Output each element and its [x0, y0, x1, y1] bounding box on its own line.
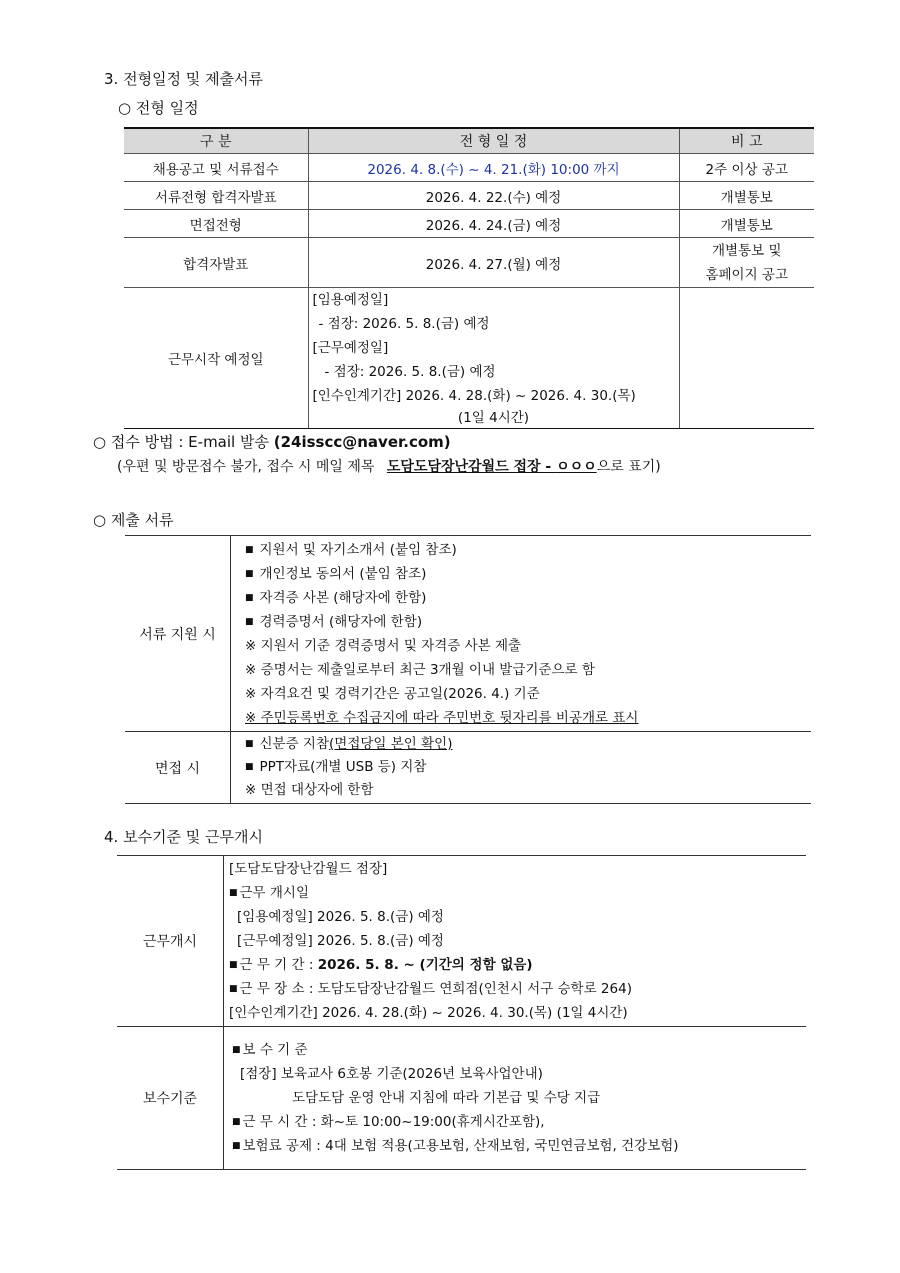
list-item — [245, 562, 810, 586]
row-note — [679, 238, 814, 288]
mail-title — [387, 459, 597, 475]
bullet-square-icon: ■ — [232, 1045, 241, 1055]
row-category: 합격자발표 — [124, 238, 308, 288]
receipt-method — [93, 431, 451, 452]
bullet-square-icon: ■ — [229, 888, 238, 898]
note-line: 개별통보 및 — [712, 242, 782, 259]
header-category: 구 분 — [124, 128, 308, 154]
pay-title-text: 보 수 기 준 — [242, 1042, 308, 1058]
list-item-text: 지원서 및 자기소개서 (붙임 참조) — [259, 541, 457, 558]
work-start — [229, 881, 805, 905]
list-item-text: 자격증 사본 (해당자에 한함) — [259, 589, 427, 606]
row-note: 개별통보 — [679, 182, 814, 210]
list-item — [245, 538, 810, 562]
pay-line2: 도담도담 운영 안내 지침에 따라 기본급 및 수당 지급 — [292, 1090, 601, 1106]
work-title: [도담도담장난감월드 점장] — [229, 861, 388, 877]
bullet-square-icon: ■ — [245, 762, 254, 772]
row-category: 서류전형 합격자발표 — [124, 182, 308, 210]
note-line: ※ 주민등록번호 수집금지에 따라 주민번호 뒷자리를 비공개로 표시 — [245, 709, 639, 726]
table-row — [117, 1027, 806, 1170]
schedule-subheading: ○ 전형 일정 — [118, 99, 199, 117]
note-line: ※ 자격요건 및 경력기간은 공고일(2026. 4.) 기준 — [245, 685, 540, 702]
docs-document-body — [231, 536, 812, 732]
work-handover: [인수인계기간] 2026. 4. 28.(화) ~ 2026. 4. 30.(목) (1일 4시간) — [229, 1005, 628, 1021]
work-appoint: [임용예정일] 2026. 5. 8.(금) 예정 — [237, 909, 444, 925]
list-item-text: PPT자료(개별 USB 등) 지참 — [259, 759, 427, 775]
table-row — [125, 732, 811, 804]
header-schedule: 전 형 일 정 — [308, 128, 679, 154]
schedule-table — [124, 127, 814, 429]
docs-label-document: 서류 지원 시 — [125, 536, 231, 732]
row-schedule: 2026. 4. 27.(월) 예정 — [308, 238, 679, 288]
pay-insurance-text: 보험료 공제 : 4대 보험 적용(고용보험, 산재보험, 국민연금보험, 건강보험) — [242, 1138, 679, 1154]
note-line: ※ 지원서 기준 경력증명서 및 자격증 사본 제출 — [245, 637, 522, 654]
work-period — [229, 953, 805, 977]
pay-line1: [점장] 보육교사 6호봉 기준(2026년 보육사업안내) — [240, 1066, 543, 1082]
row-schedule: 2026. 4. 8.(수) ~ 4. 21.(화) 10:00 까지 — [308, 154, 679, 182]
schedule-line: [인수인계기간] 2026. 4. 28.(화) ~ 2026. 4. 30.(목) — [312, 388, 636, 404]
note-line: ※ 면접 대상자에 한함 — [245, 782, 374, 798]
table-row — [117, 856, 806, 1027]
bullet-square-icon: ■ — [245, 592, 254, 603]
work-start-text: 근무 개시일 — [239, 885, 310, 901]
row-note: 2주 이상 공고 — [679, 154, 814, 182]
schedule-header-row — [124, 128, 814, 154]
schedule-line: - 점장: 2026. 5. 8.(금) 예정 — [318, 316, 490, 332]
receipt-label: ○ 접수 방법 : E-mail 발송 — [93, 433, 274, 451]
row-schedule: 2026. 4. 22.(수) 예정 — [308, 182, 679, 210]
row-category: 채용공고 및 서류접수 — [124, 154, 308, 182]
pay-title — [232, 1038, 805, 1062]
receipt-note — [117, 456, 661, 476]
receipt-note-prefix: (우편 및 방문접수 불가, 접수 시 메일 제목 — [117, 459, 379, 475]
row-category: 근무시작 예정일 — [124, 288, 308, 429]
row-note: 개별통보 — [679, 210, 814, 238]
bullet-square-icon: ■ — [245, 616, 254, 627]
table-row — [125, 536, 811, 732]
row-schedule: 2026. 4. 24.(금) 예정 — [308, 210, 679, 238]
table-row — [124, 154, 814, 182]
table-row — [124, 210, 814, 238]
pay-label: 보수기준 — [117, 1027, 224, 1170]
schedule-line: - 점장: 2026. 5. 8.(금) 예정 — [324, 364, 496, 380]
work-place — [229, 977, 805, 1001]
row-schedule — [308, 288, 679, 429]
mail-title-text: 도담도담장난감월드 접장 - — [386, 459, 557, 475]
bullet-square-icon: ■ — [245, 568, 254, 579]
section3-heading: 3. 전형일정 및 제출서류 — [104, 70, 264, 88]
schedule-line: [임용예정일] — [312, 292, 389, 308]
pay-body — [224, 1027, 807, 1170]
list-item-text: 개인정보 동의서 (붙임 참조) — [259, 565, 427, 582]
docs-table — [125, 535, 811, 804]
table-row — [124, 238, 814, 288]
schedule-line: [근무예정일] — [312, 340, 389, 356]
work-period-label: 근 무 기 간 : — [239, 957, 318, 973]
schedule-line: (1일 4시간) — [457, 410, 530, 426]
bullet-square-icon: ■ — [232, 1141, 241, 1151]
bullet-square-icon: ■ — [232, 1117, 241, 1127]
bullet-square-icon: ■ — [229, 960, 238, 970]
list-item-text: 신분증 지참 — [259, 736, 330, 752]
row-category: 면접전형 — [124, 210, 308, 238]
table-row — [124, 182, 814, 210]
docs-interview-body — [231, 732, 812, 804]
bullet-square-icon: ■ — [245, 544, 254, 555]
work-date: [근무예정일] 2026. 5. 8.(금) 예정 — [237, 933, 444, 949]
list-item-underlined: (면접당일 본인 확인) — [329, 736, 453, 752]
list-item-text: 경력증명서 (해당자에 한함) — [259, 613, 423, 630]
list-item — [245, 586, 810, 610]
docs-subheading: ○ 제출 서류 — [93, 511, 174, 529]
work-period-value: 2026. 5. 8. ~ (기간의 정함 없음) — [317, 957, 533, 973]
bullet-square-icon: ■ — [245, 739, 254, 749]
list-item — [245, 733, 810, 756]
docs-label-interview: 면접 시 — [125, 732, 231, 804]
work-place-text: 근 무 장 소 : 도담도담장난감월드 연희점(인천시 서구 승학로 264) — [239, 981, 632, 997]
receipt-email: (24isscc@naver.com) — [273, 433, 451, 451]
pay-insurance — [232, 1134, 805, 1158]
bullet-square-icon: ■ — [229, 984, 238, 994]
pay-hours — [232, 1110, 805, 1134]
header-note: 비 고 — [679, 128, 814, 154]
list-item — [245, 610, 810, 634]
row-note — [679, 288, 814, 429]
pay-table — [117, 855, 806, 1170]
table-row — [124, 288, 814, 429]
work-label: 근무개시 — [117, 856, 224, 1027]
receipt-note-suffix: 으로 표기) — [596, 459, 661, 475]
section4-heading: 4. 보수기준 및 근무개시 — [104, 828, 264, 846]
work-body — [224, 856, 807, 1027]
mail-title-name: ㅇㅇㅇ — [556, 459, 597, 475]
note-line: ※ 증명서는 제출일로부터 최근 3개월 이내 발급기준으로 함 — [245, 661, 595, 678]
pay-hours-text: 근 무 시 간 : 화~토 10:00~19:00(휴게시간포함), — [242, 1114, 545, 1130]
note-line: 홈페이지 공고 — [705, 266, 789, 283]
list-item — [245, 756, 810, 779]
